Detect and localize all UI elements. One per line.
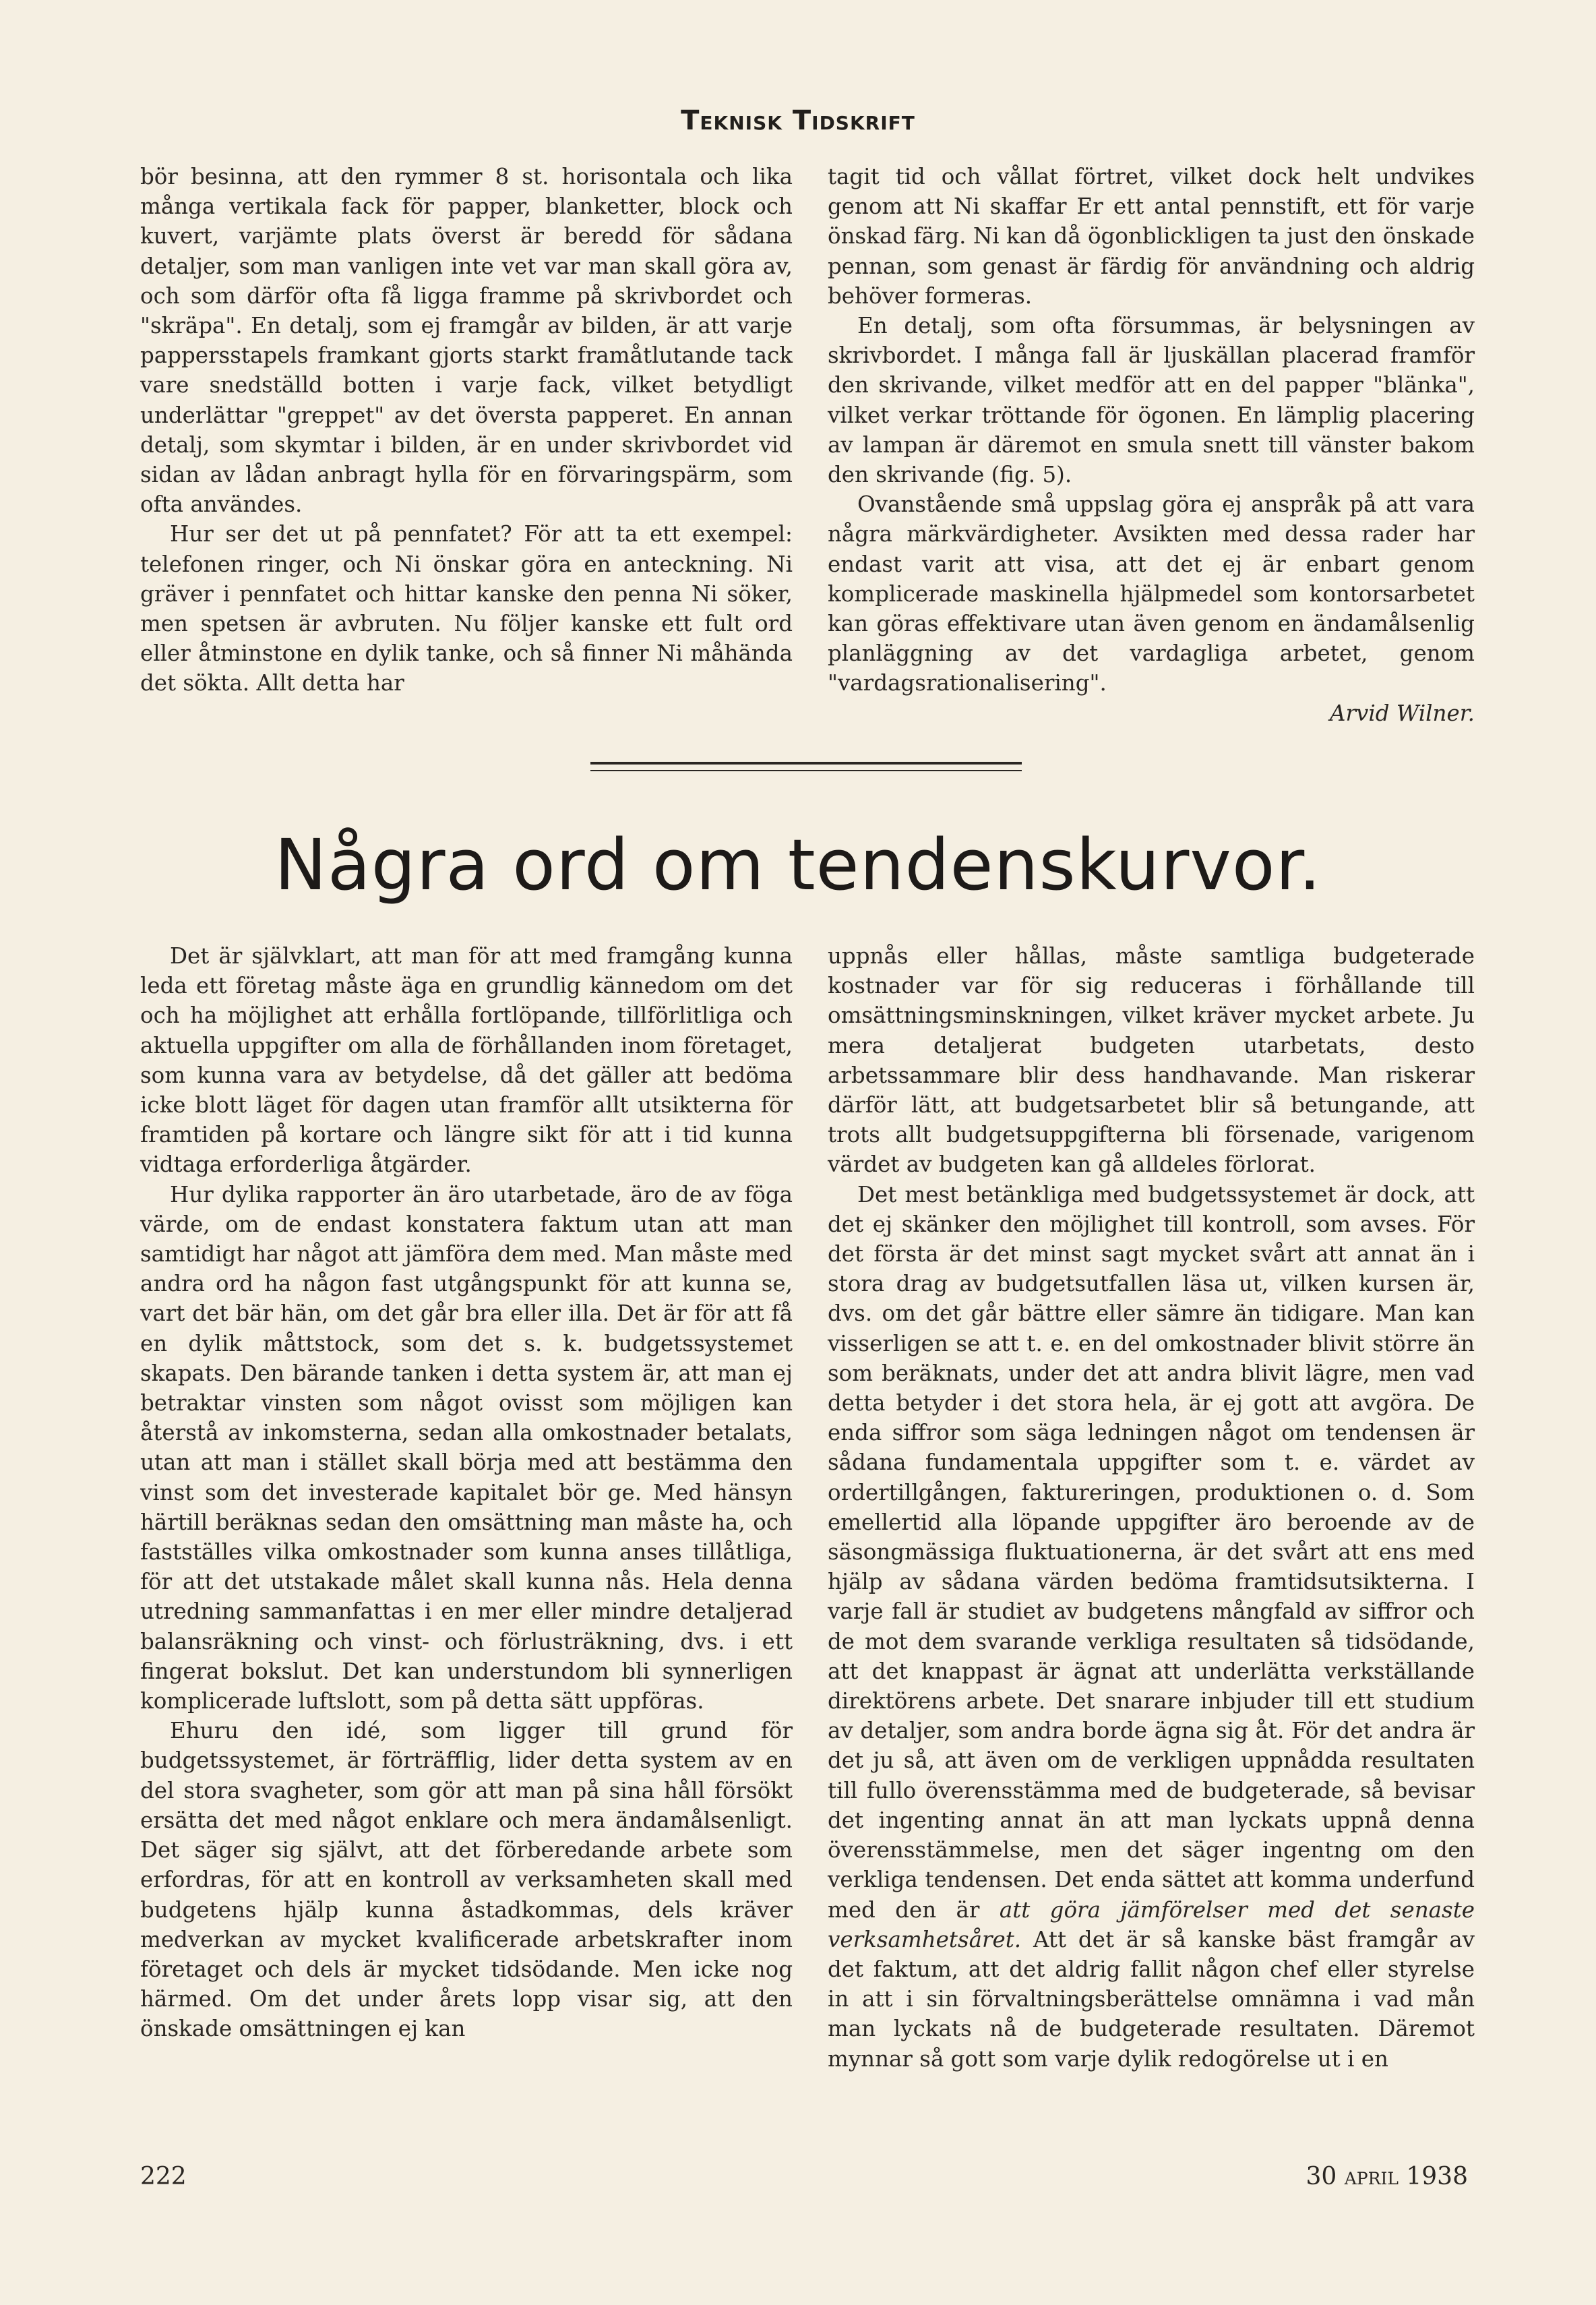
emphasized-text: att göra jämförelser med det senaste verksamhetsåret. <box>828 1896 1475 1952</box>
article-left-column <box>140 941 793 2044</box>
section-divider <box>590 762 1022 765</box>
running-header: Teknisk Tidskrift <box>681 105 915 136</box>
section-divider-thin <box>590 770 1022 771</box>
top-right-column <box>828 162 1475 728</box>
article-title: Några ord om tendenskurvor. <box>274 824 1322 906</box>
author-signature: Arvid Wilner. <box>1330 700 1475 726</box>
paragraph: En detalj, som ofta försummas, är belysningen av skrivbordet. I många fall är ljuskällan placerad framför den skrivande, vilket medför att en del papper "blänka", vilket verkar tröttande för ögonen. En lämplig placering av lampan är däremot en smula snett till vänster bakom den skrivande (fig. 5). <box>828 313 1475 488</box>
paragraph: Hur dylika rapporter än äro utarbetade, äro de av föga värde, om de endast konstatera faktum utan att man samtidigt har något att jämföra dem med. Man måste med andra ord ha någon fast utgångspunkt för att kunna se, vart det bär hän, om det går bra eller illa. Det är för att få en dylik måttstock, som det s. k. budgetssystemet skapats. Den bärande tanken i detta system är, att man ej betraktar vinsten som något ovisst som möjligen kan återstå av inkomsterna, sedan alla omkostnader betalats, utan att man i stället skall börja med att bestämma den vinst som det investerade kapitalet bör ge. Med hänsyn härtill beräknas sedan den omsättning man måste ha, och fastställes vilka omkostnader som kunna anses tillåtliga, för att det utstakade målet skall kunna nås. Hela denna utredning sammanfattas i en mer eller mindre detaljerad balansräkning och vinst- och förlusträkning, dvs. i ett fingerat bokslut. Det kan understundom bli synnerligen komplicerade luftslott, som på detta sätt uppföras. <box>140 1181 793 1714</box>
paragraph: Ovanstående små uppslag göra ej anspråk på att vara några märkvärdigheter. Avsikten med dessa rader har endast varit att visa, att det ej är enbart genom komplicerade maskinella hjälpmedel som kontorsarbetet kan göras effektivare utan även genom en ändamålsenlig planläggning av det vardagliga arbetet, genom "vardagsrationalisering". <box>828 491 1475 696</box>
paragraph: Hur ser det ut på pennfatet? För att ta ett exempel: telefonen ringer, och Ni önskar göra en anteckning. Ni gräver i pennfatet och hittar kanske den penna Ni söker, men spetsen är avbruten. Nu följer kanske ett fult ord eller åtminstone en dylik tanke, och så finner Ni måhända det sökta. Allt detta har <box>140 521 793 696</box>
paragraph: bör besinna, att den rymmer 8 st. horisontala och lika många vertikala fack för papper, blanketter, block och kuvert, varjämte plats överst är beredd för sådana detaljer, som man vanligen inte vet var man skall göra av, och som därför ofta få ligga framme på skrivbordet och "skräpa". En detalj, som ej framgår av bilden, är att varje pappersstapels framkant gjorts starkt framåtlutande tack vare snedställd botten i varje fack, vilket betydligt underlättar "greppet" av det översta papperet. En annan detalj, som skymtar i bilden, är en under skrivbordet vid sidan av lådan anbragt hylla för en förvaringspärm, som ofta användes. <box>140 164 793 518</box>
paragraph: Det är självklart, att man för att med framgång kunna leda ett företag måste äga en grundlig kännedom om det och ha möjlighet att erhålla fortlöpande, tillförlitliga och aktuella uppgifter om alla de förhållanden inom företaget, som kunna vara av betydelse, då det gäller att bedöma icke blott läget för dagen utan framför allt utsikterna för framtiden på kortare och längre sikt för att i tid kunna vidtaga erforderliga åtgärder. <box>140 943 793 1178</box>
page-number: 222 <box>140 2163 187 2190</box>
paragraph: Ehuru den idé, som ligger till grund för budgetssystemet, är förträfflig, lider detta system av en del stora svagheter, som gör att man på sina håll försökt ersätta det med något enklare och mera ändamålsenligt. Det säger sig självt, att det förberedande arbete som erfordras, för att en kontroll av verksamheten skall med budgetens hjälp kunna åstadkommas, dels kräver medverkan av mycket kvalificerade arbetskrafter inom företaget och dels är mycket tidsödande. Men icke nog härmed. Om det under årets lopp visar sig, att den önskade omsättningen ej kan <box>140 1718 793 2042</box>
paragraph: uppnås eller hållas, måste samtliga budgeterade kostnader var för sig reduceras i förhållande till omsättningsminskningen, vilket kräver mycket arbete. Ju mera detaljerat budgeten utarbetats, desto arbetssammare blir dess handhavande. Man riskerar därför lätt, att budgetsarbetet blir så betungande, att trots allt budgetsuppgifterna bli försenade, varigenom värdet av budgeten kan gå alldeles förlorat. <box>828 943 1475 1178</box>
top-left-column <box>140 162 793 698</box>
paragraph-text: Att det är så kanske bäst framgår av det faktum, att det aldrig fallit någon chef eller styrelse in att i sin förvaltningsberättelse omnämna i vad mån man lyckats nå de budgeterade resultaten. Däremot mynnar så gott som varje dylik redogörelse ut i en <box>828 1926 1475 2072</box>
paragraph: tagit tid och vållat förtret, vilket dock helt undvikes genom att Ni skaffar Er ett antal pennstift, ett för varje önskad färg. Ni kan då ögonblickligen ta just den önskade pennan, som genast är färdig för användning och aldrig behöver formeras. <box>828 164 1475 309</box>
paragraph <box>828 1180 1475 2074</box>
article-right-column <box>828 941 1475 2074</box>
paragraph-text: Det mest betänkliga med budgetssystemet är dock, att det ej skänker den möjlighet till kontroll, som avses. För det första är det minst sagt mycket svårt att annat än i stora drag av budgetsutfallen läsa ut, vilken kursen är, dvs. om det går bättre eller sämre än tidigare. Man kan visserligen se att t. e. en del omkostnader blivit större än som beräknats, under det att andra blivit lägre, men vad detta betyder i det stora hela, är ej gott att avgöra. De enda siffror som säga ledningen något om tendensen är sådana fundamentala uppgifter som t. e. värdet av ordertillgången, faktureringen, produktionen o. d. Som emellertid alla löpande uppgifter äro beroende av de säsongmässiga fluktuationerna, är det svårt att ens med hjälp av sådana värden bedöma framtidsutsikterna. I varje fall är studiet av budgetens mångfald av siffror och de mot dem svarande verkliga resultaten så tidsödande, att det knappast är ägnat att underlätta verkställande direktörens arbete. Det snarare inbjuder till ett studium av detaljer, som andra borde ägna sig åt. För det andra är det ju så, att även om de verkligen uppnådda resultaten till fullo överensstämma med de budgeterade, så bevisar det ingenting annat än att man lyckats uppnå denna överensstämmelse, men det säger ingentng om den verkliga tendensen. Det enda sättet att komma underfund med den är <box>828 1181 1475 1923</box>
issue-date: 30 april 1938 <box>1306 2163 1468 2190</box>
